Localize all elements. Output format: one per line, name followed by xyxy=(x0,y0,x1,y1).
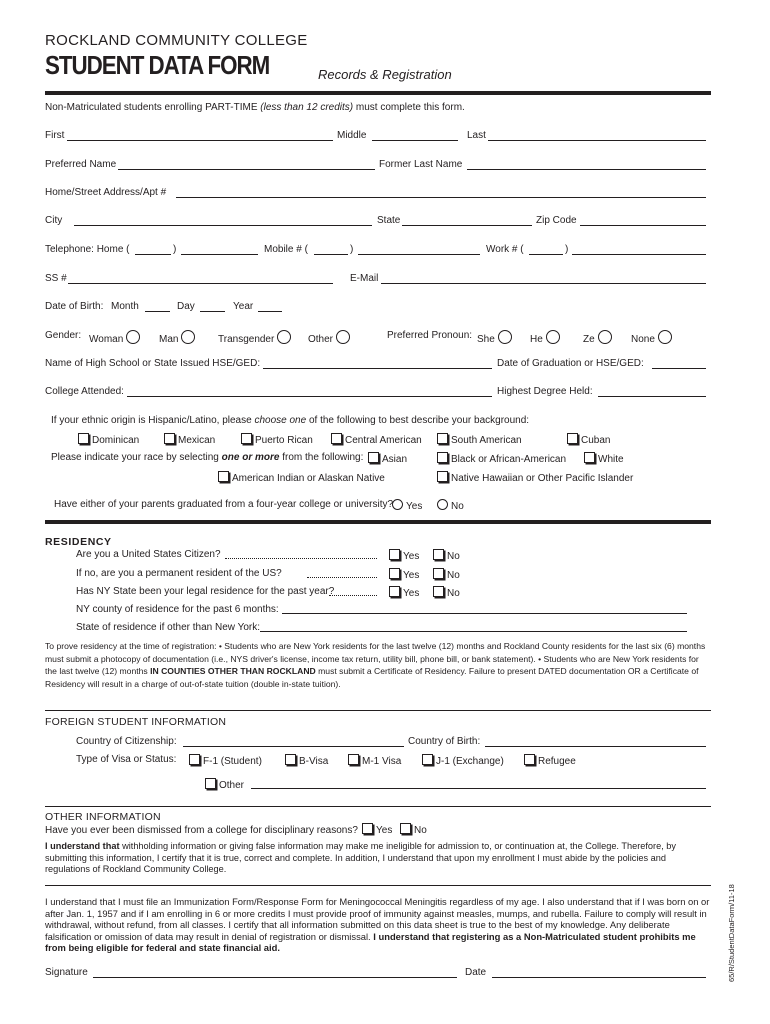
radio-circle[interactable] xyxy=(181,330,195,344)
last-label: Last xyxy=(467,130,486,141)
date-field[interactable] xyxy=(492,977,706,978)
highest-degree-label: Highest Degree Held: xyxy=(497,386,593,397)
paren-close: ) xyxy=(350,244,354,255)
ss-field[interactable] xyxy=(68,283,333,284)
checkbox[interactable] xyxy=(400,823,411,834)
parents-no-option[interactable]: No xyxy=(437,499,464,512)
resident-yes-option[interactable]: Yes xyxy=(389,568,419,581)
visa-other-field[interactable] xyxy=(251,788,706,789)
checkbox[interactable] xyxy=(362,823,373,834)
signature-label: Signature xyxy=(45,967,88,978)
dismissed-no-option[interactable]: No xyxy=(400,823,427,836)
visa-j1-option[interactable]: J-1 (Exchange) xyxy=(422,754,504,767)
mobile-phone-field[interactable] xyxy=(358,254,480,255)
state-field[interactable] xyxy=(402,225,532,226)
resident-no-option[interactable]: No xyxy=(433,568,460,581)
grad-date-label: Date of Graduation or HSE/GED: xyxy=(497,358,644,369)
ethnic-option-south-american[interactable]: South American xyxy=(437,433,522,446)
checkbox[interactable] xyxy=(78,433,89,444)
address-label: Home/Street Address/Apt # xyxy=(45,187,167,198)
checkbox[interactable] xyxy=(433,586,444,597)
city-field[interactable] xyxy=(74,225,372,226)
pronoun-she-option[interactable]: She xyxy=(477,330,512,345)
ethnic-option-puerto-rican[interactable]: Puerto Rican xyxy=(241,433,313,446)
dotted-leader xyxy=(225,558,377,559)
highest-degree-field[interactable] xyxy=(598,396,706,397)
zip-field[interactable] xyxy=(580,225,706,226)
race-prompt: Please indicate your race by selecting one or more from the following: xyxy=(51,452,364,463)
checkbox[interactable] xyxy=(218,471,229,482)
checkbox[interactable] xyxy=(189,754,200,765)
dismissed-yes-option[interactable]: Yes xyxy=(362,823,392,836)
visa-b-option[interactable]: B-Visa xyxy=(285,754,328,767)
visa-label: Type of Visa or Status: xyxy=(76,754,177,765)
residency-note: To prove residency at the time of registration: • Students who are New York residents for the last twelve (12) months and Rockland County residents for the last six (6) months must submit a photocopy of documentation (i.e., NYS driver's license, income tax return, utility bill, phone bill, or bank statement). • Students who are New York residents for the last twelve (12) months IN COUNTIES OTHER THAN ROCKLAND must submit a Certificate of Residency. Failure to present DATED documentation OR a Certificate of Residency will result in a charge of out-of-state tuition (double in-state tuition). xyxy=(45,641,706,689)
ethnic-option-central-american[interactable]: Central American xyxy=(331,433,422,446)
state-other-label: State of residence if other than New York: xyxy=(76,622,260,633)
form-subtitle: Records & Registration xyxy=(318,67,452,82)
checkbox[interactable] xyxy=(567,433,578,444)
ethnic-option-dominican[interactable]: Dominican xyxy=(78,433,139,446)
preferred-name-label: Preferred Name xyxy=(45,159,117,170)
citizen-yes-option[interactable]: Yes xyxy=(389,549,419,562)
pronoun-none-option[interactable]: None xyxy=(631,330,672,345)
foreign-heading: FOREIGN STUDENT INFORMATION xyxy=(45,716,227,728)
radio-circle[interactable] xyxy=(126,330,140,344)
citizen-no-option[interactable]: No xyxy=(433,549,460,562)
radio-circle[interactable] xyxy=(392,499,403,510)
immunization-text: I understand that I must file an Immunization Form/Response Form for Meningococcal Meningitis regardless of my age. I also understand that if I was born on or after Jan. 1, 1957 and if I am enrolling in 6 or more credits I must provide proof of immunity against measles, mumps, and rubella. Failure to comply will result in withdrawal, without refund, from all classes. I certify that all information submitted on this data sheet is true to the best of my knowledge. Any deliberate falsification or omission of data may result in denial of registration or dismissal. I understand that registering as a Non-Matriculated student prohibits me from being eligible for federal and state financial aid. xyxy=(45,896,710,953)
permanent-resident-question: If no, are you a permanent resident of the US? xyxy=(76,568,282,579)
middle-label: Middle xyxy=(337,130,367,141)
college-attended-label: College Attended: xyxy=(45,386,124,397)
gender-other-option[interactable]: Other xyxy=(308,330,350,345)
day-label: Day xyxy=(177,301,195,312)
checkbox[interactable] xyxy=(348,754,359,765)
ny-no-option[interactable]: No xyxy=(433,586,460,599)
intro-text: Non-Matriculated students enrolling PART-TIME (less than 12 credits) must complete this form. xyxy=(45,102,465,113)
gender-man-option[interactable]: Man xyxy=(159,330,195,345)
ny-residence-question: Has NY State been your legal residence for the past year? xyxy=(76,586,335,597)
mobile-label: Mobile # ( xyxy=(264,244,308,255)
dob-label: Date of Birth: xyxy=(45,301,104,312)
first-label: First xyxy=(45,130,65,141)
gender-label: Gender: xyxy=(45,330,82,341)
paren-close: ) xyxy=(565,244,569,255)
telephone-home-label: Telephone: Home ( xyxy=(45,244,130,255)
dob-day-field[interactable] xyxy=(200,311,225,312)
first-name-field[interactable] xyxy=(67,140,333,141)
preferred-name-field[interactable] xyxy=(118,169,375,170)
home-area-code-field[interactable] xyxy=(135,254,171,255)
paren-close: ) xyxy=(173,244,177,255)
middle-name-field[interactable] xyxy=(372,140,458,141)
month-label: Month xyxy=(111,301,139,312)
radio-circle[interactable] xyxy=(336,330,350,344)
citizenship-field[interactable] xyxy=(183,746,404,747)
checkbox[interactable] xyxy=(524,754,535,765)
race-option-american-indian[interactable]: American Indian or Alaskan Native xyxy=(218,471,385,484)
ethnic-prompt: If your ethnic origin is Hispanic/Latino, please choose one of the following to best describe your background: xyxy=(51,415,530,426)
year-label: Year xyxy=(233,301,254,312)
dotted-leader xyxy=(307,577,377,578)
section-rule xyxy=(45,806,711,807)
checkbox[interactable] xyxy=(422,754,433,765)
grad-date-field[interactable] xyxy=(652,368,706,369)
checkbox[interactable] xyxy=(433,549,444,560)
checkbox[interactable] xyxy=(205,778,216,789)
email-field[interactable] xyxy=(381,283,706,284)
mobile-area-code-field[interactable] xyxy=(314,254,348,255)
radio-circle[interactable] xyxy=(658,330,672,344)
high-school-label: Name of High School or State Issued HSE/GED: xyxy=(45,358,261,369)
former-last-name-label: Former Last Name xyxy=(379,159,463,170)
dob-year-field[interactable] xyxy=(258,311,282,312)
dismissed-question: Have you ever been dismissed from a college for disciplinary reasons? xyxy=(45,825,358,836)
checkbox[interactable] xyxy=(389,549,400,560)
dob-month-field[interactable] xyxy=(145,311,170,312)
checkbox[interactable] xyxy=(389,586,400,597)
checkbox[interactable] xyxy=(433,568,444,579)
college-attended-field[interactable] xyxy=(127,396,492,397)
section-rule xyxy=(45,710,711,711)
checkbox[interactable] xyxy=(164,433,175,444)
radio-circle[interactable] xyxy=(498,330,512,344)
citizen-question: Are you a United States Citizen? xyxy=(76,549,221,560)
county-label: NY county of residence for the past 6 months: xyxy=(76,604,279,615)
visa-other-option[interactable]: Other xyxy=(205,778,244,791)
gender-woman-option[interactable]: Woman xyxy=(89,330,140,345)
ny-yes-option[interactable]: Yes xyxy=(389,586,419,599)
pronoun-ze-option[interactable]: Ze xyxy=(583,330,612,345)
city-label: City xyxy=(45,215,63,226)
gender-transgender-option[interactable]: Transgender xyxy=(218,330,291,345)
race-option-asian[interactable]: Asian xyxy=(368,452,407,465)
last-name-field[interactable] xyxy=(488,140,706,141)
birth-country-field[interactable] xyxy=(485,746,706,747)
email-label: E-Mail xyxy=(350,273,379,284)
pronoun-he-option[interactable]: He xyxy=(530,330,560,345)
checkbox[interactable] xyxy=(368,452,379,463)
header-rule xyxy=(45,91,711,95)
dotted-leader xyxy=(329,595,377,596)
visa-m1-option[interactable]: M-1 Visa xyxy=(348,754,401,767)
radio-circle[interactable] xyxy=(277,330,291,344)
checkbox[interactable] xyxy=(389,568,400,579)
radio-circle[interactable] xyxy=(546,330,560,344)
parents-yes-option[interactable]: Yes xyxy=(392,499,422,512)
county-field[interactable] xyxy=(282,613,687,614)
home-phone-field[interactable] xyxy=(181,254,258,255)
ss-label: SS # xyxy=(45,273,67,284)
section-rule xyxy=(45,885,711,886)
checkbox[interactable] xyxy=(437,452,448,463)
zip-label: Zip Code xyxy=(536,215,577,226)
checkbox[interactable] xyxy=(285,754,296,765)
date-label: Date xyxy=(465,967,487,978)
race-option-black[interactable]: Black or African-American xyxy=(437,452,566,465)
visa-f1-option[interactable]: F-1 (Student) xyxy=(189,754,262,767)
parents-question: Have either of your parents graduated from a four-year college or university? xyxy=(54,499,394,510)
race-option-white[interactable]: White xyxy=(584,452,624,465)
signature-field[interactable] xyxy=(93,977,457,978)
residency-heading: RESIDENCY xyxy=(45,536,112,548)
other-info-heading: OTHER INFORMATION xyxy=(45,811,161,823)
checkbox[interactable] xyxy=(241,433,252,444)
address-field[interactable] xyxy=(176,197,706,198)
college-name: ROCKLAND COMMUNITY COLLEGE xyxy=(45,32,308,49)
checkbox[interactable] xyxy=(437,433,448,444)
section-rule xyxy=(45,520,711,524)
state-label: State xyxy=(377,215,401,226)
ethnic-option-mexican[interactable]: Mexican xyxy=(164,433,215,446)
state-other-field[interactable] xyxy=(260,631,687,632)
birth-country-label: Country of Birth: xyxy=(408,736,481,747)
radio-circle[interactable] xyxy=(598,330,612,344)
certification-text: I understand that withholding information or giving false information may make me ineligible for admission to, or continuation at, the College. Therefore, by submitting this information, I certify that it is true, correct and complete. In addition, I understand that upon my enrollment I must abide by the policies and regulations of Rockland Community College. xyxy=(45,841,677,874)
work-label: Work # ( xyxy=(486,244,524,255)
form-title: STUDENT DATA FORM xyxy=(45,50,270,80)
radio-circle[interactable] xyxy=(437,499,448,510)
visa-refugee-option[interactable]: Refugee xyxy=(524,754,576,767)
pronoun-label: Preferred Pronoun: xyxy=(387,330,473,341)
high-school-field[interactable] xyxy=(263,368,492,369)
work-area-code-field[interactable] xyxy=(529,254,563,255)
former-last-name-field[interactable] xyxy=(467,169,706,170)
checkbox[interactable] xyxy=(584,452,595,463)
checkbox[interactable] xyxy=(437,471,448,482)
checkbox[interactable] xyxy=(331,433,342,444)
race-option-native-hawaiian[interactable]: Native Hawaiian or Other Pacific Islander xyxy=(437,471,633,484)
ethnic-option-cuban[interactable]: Cuban xyxy=(567,433,610,446)
citizenship-label: Country of Citizenship: xyxy=(76,736,177,747)
form-code: 65/R/StudentDataForm/11-18 xyxy=(727,884,736,982)
work-phone-field[interactable] xyxy=(572,254,706,255)
